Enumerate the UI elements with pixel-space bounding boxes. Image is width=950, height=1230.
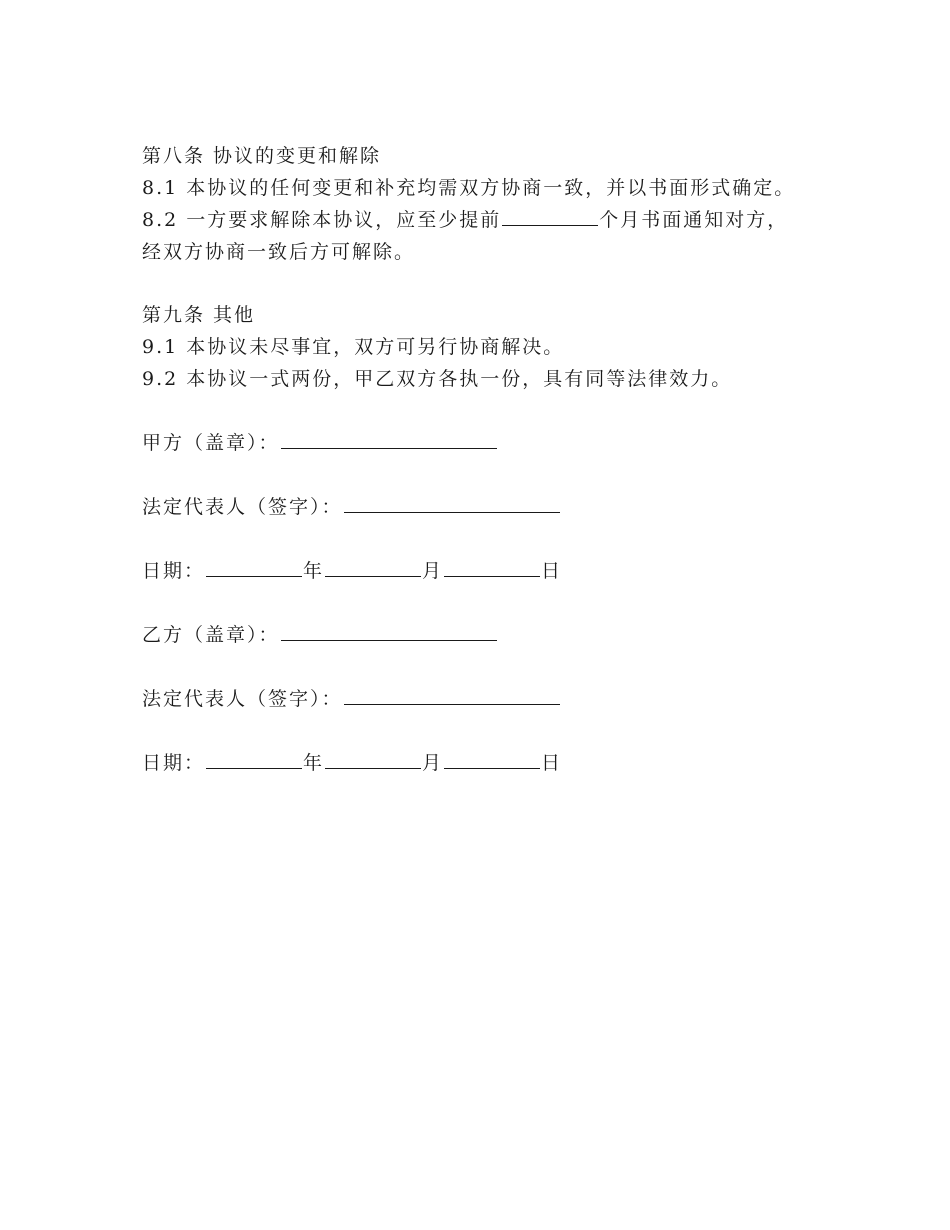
party-a-rep-line — [142, 491, 842, 523]
party-b-seal-label: 乙方（盖章）： — [142, 624, 280, 646]
clause-8-2-text-after: 个月书面通知对方， — [599, 209, 789, 231]
party-a-rep-label: 法定代表人（签字）： — [142, 496, 343, 518]
month-label: 月 — [422, 752, 444, 774]
spacer — [142, 587, 842, 619]
clause-8-1: 8.1 本协议的任何变更和补充均需双方协商一致，并以书面形式确定。 — [142, 177, 796, 199]
year-label: 年 — [303, 560, 325, 582]
party-b-month-blank[interactable] — [325, 750, 421, 769]
party-b-date-label: 日期： — [142, 752, 206, 774]
year-label: 年 — [303, 752, 325, 774]
month-label: 月 — [422, 560, 444, 582]
spacer — [142, 651, 842, 683]
notice-months-blank[interactable] — [502, 207, 598, 226]
clause-8-2-continued: 经双方协商一致后方可解除。 — [142, 241, 416, 263]
party-b-rep-blank[interactable] — [344, 686, 560, 705]
article-9-heading: 第九条 其他 — [142, 304, 256, 326]
spacer — [142, 459, 842, 491]
spacer — [142, 395, 842, 427]
clause-8-2-text-before: 8.2 一方要求解除本协议，应至少提前 — [142, 209, 502, 231]
spacer — [142, 523, 842, 555]
day-label: 日 — [541, 560, 563, 582]
article-8-heading: 第八条 协议的变更和解除 — [142, 145, 382, 167]
clause-9-2: 9.2 本协议一式两份，甲乙双方各执一份，具有同等法律效力。 — [142, 368, 733, 390]
party-b-seal-line — [142, 619, 842, 651]
party-b-year-blank[interactable] — [206, 750, 302, 769]
party-b-date-line — [142, 747, 842, 779]
document-content — [142, 140, 842, 779]
clause-9-1: 9.1 本协议未尽事宜，双方可另行协商解决。 — [142, 336, 565, 358]
party-a-seal-blank[interactable] — [281, 430, 497, 449]
party-b-rep-label: 法定代表人（签字）： — [142, 688, 343, 710]
party-b-seal-blank[interactable] — [281, 622, 497, 641]
party-a-date-line — [142, 555, 842, 587]
party-a-seal-label: 甲方（盖章）： — [142, 432, 280, 454]
party-a-month-blank[interactable] — [325, 558, 421, 577]
spacer — [142, 715, 842, 747]
clause-8-2 — [142, 204, 842, 236]
party-a-date-label: 日期： — [142, 560, 206, 582]
spacer — [142, 268, 842, 299]
party-a-seal-line — [142, 427, 842, 459]
party-a-year-blank[interactable] — [206, 558, 302, 577]
party-a-rep-blank[interactable] — [344, 494, 560, 513]
day-label: 日 — [541, 752, 563, 774]
party-b-day-blank[interactable] — [444, 750, 540, 769]
party-b-rep-line — [142, 683, 842, 715]
party-a-day-blank[interactable] — [444, 558, 540, 577]
